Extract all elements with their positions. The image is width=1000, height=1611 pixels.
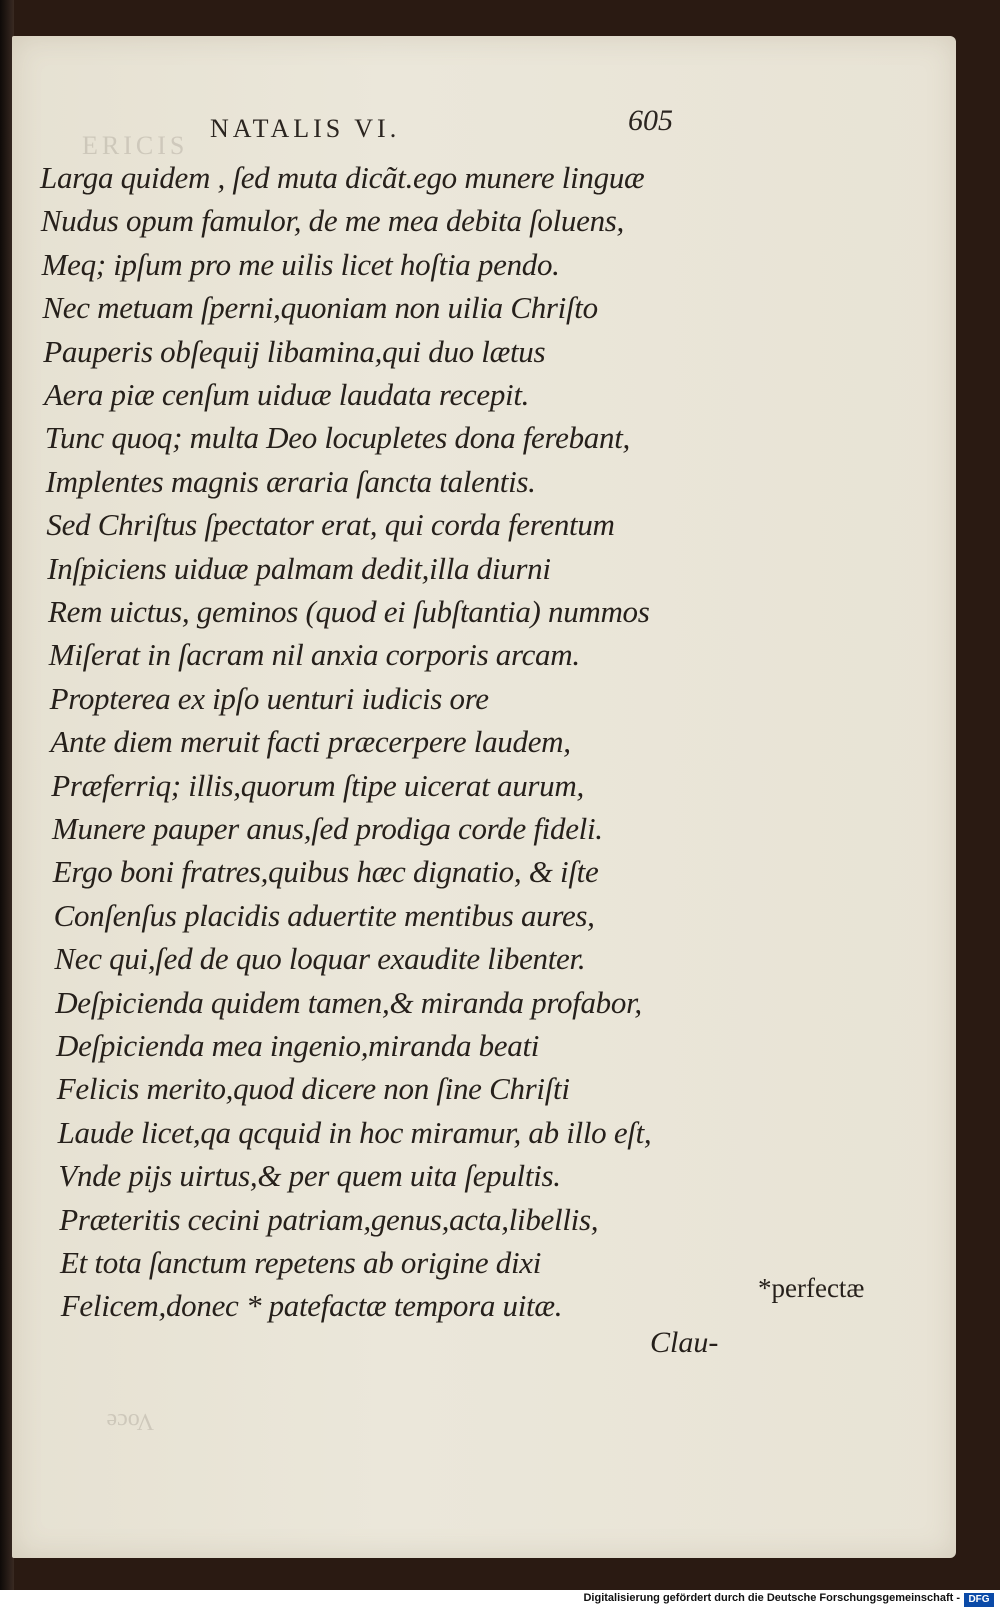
verse-line: Conſenſus placidis aduertite mentibus aures, — [53, 897, 595, 933]
margin-note: *perfectæ — [758, 1273, 865, 1303]
verse-line: Felicem,donec * patefactæ tempora uitæ. — [60, 1288, 563, 1324]
running-head: NATALIS VI. — [210, 114, 401, 143]
verse-line: Vnde pijs uirtus,& per quem uita ſepultis. — [58, 1158, 561, 1194]
verse-line: Implentes magnis æraria ſancta talentis. — [45, 463, 536, 499]
catchword: Clau- — [650, 1326, 719, 1359]
verse-line: Rem uictus, geminos (quod ei ſubſtantia) nummos — [48, 594, 650, 629]
verse-line: Præferriq; illis,quorum ſtipe uicerat aurum, — [51, 767, 584, 803]
verse-block — [40, 160, 740, 1340]
verse-line: Deſpicienda mea ingenio,miranda beati — [56, 1028, 540, 1063]
verse-line: Miſerat in ſacram nil anxia corporis arcam. — [48, 637, 580, 673]
verse-line: Sed Chriſtus ſpectator erat, qui corda ferentum — [46, 507, 615, 543]
dfg-logo: DFG — [964, 1593, 994, 1607]
verse-line: Deſpicienda quidem tamen,& miranda profabor, — [55, 984, 642, 1020]
verse-line: Et tota ſanctum repetens ab origine dixi — [60, 1245, 542, 1280]
verse-line: Inſpiciens uiduæ palmam dedit,illa diurni — [47, 550, 551, 586]
verse-line: Ante diem meruit facti præcerpere laudem, — [50, 724, 571, 760]
show-through-bottom: Voce — [106, 1408, 154, 1434]
verse-line: Munere pauper anus,ſed prodiga corde fideli. — [52, 811, 603, 846]
verse-line: Nec metuam ſperni,quoniam non uilia Chriſto — [42, 290, 598, 326]
verse-line: Pauperis obſequij libamina,qui duo lætus — [43, 333, 546, 369]
verse-line: Laude licet,qa qcquid in hoc miramur, ab illo eſt, — [57, 1114, 652, 1150]
verse-line: Felicis merito,quod dicere non ſine Chriſti — [56, 1071, 570, 1107]
verse-line: Aera piæ cenſum uiduæ laudata recepit. — [44, 377, 530, 412]
verse-line: Tunc quoq; multa Deo locupletes dona ferebant, — [44, 420, 630, 456]
verse-line: Nec qui,ſed de quo loquar exaudite libenter. — [54, 941, 586, 977]
show-through-top: ERICIS — [82, 131, 189, 160]
verse-line: Propterea ex ipſo uenturi iudicis ore — [49, 680, 489, 716]
verse-line: Nudus opum famulor, de me mea debita ſoluens, — [40, 203, 625, 239]
page-number: 605 — [628, 104, 673, 137]
funding-credit: Digitalisierung gefördert durch die Deutsche Forschungsgemeinschaft - — [583, 1592, 960, 1604]
verse-line: Meq; ipſum pro me uilis licet hoſtia pendo. — [41, 246, 560, 282]
footer-bar — [0, 1590, 1000, 1611]
verse-line: Præteritis cecini patriam,genus,acta,libellis, — [59, 1201, 599, 1237]
verse-line: Ergo boni fratres,quibus hæc dignatio, & iſte — [52, 854, 599, 890]
verse-line: Larga quidem , ſed muta dicãt.ego munere linguæ — [40, 160, 645, 195]
